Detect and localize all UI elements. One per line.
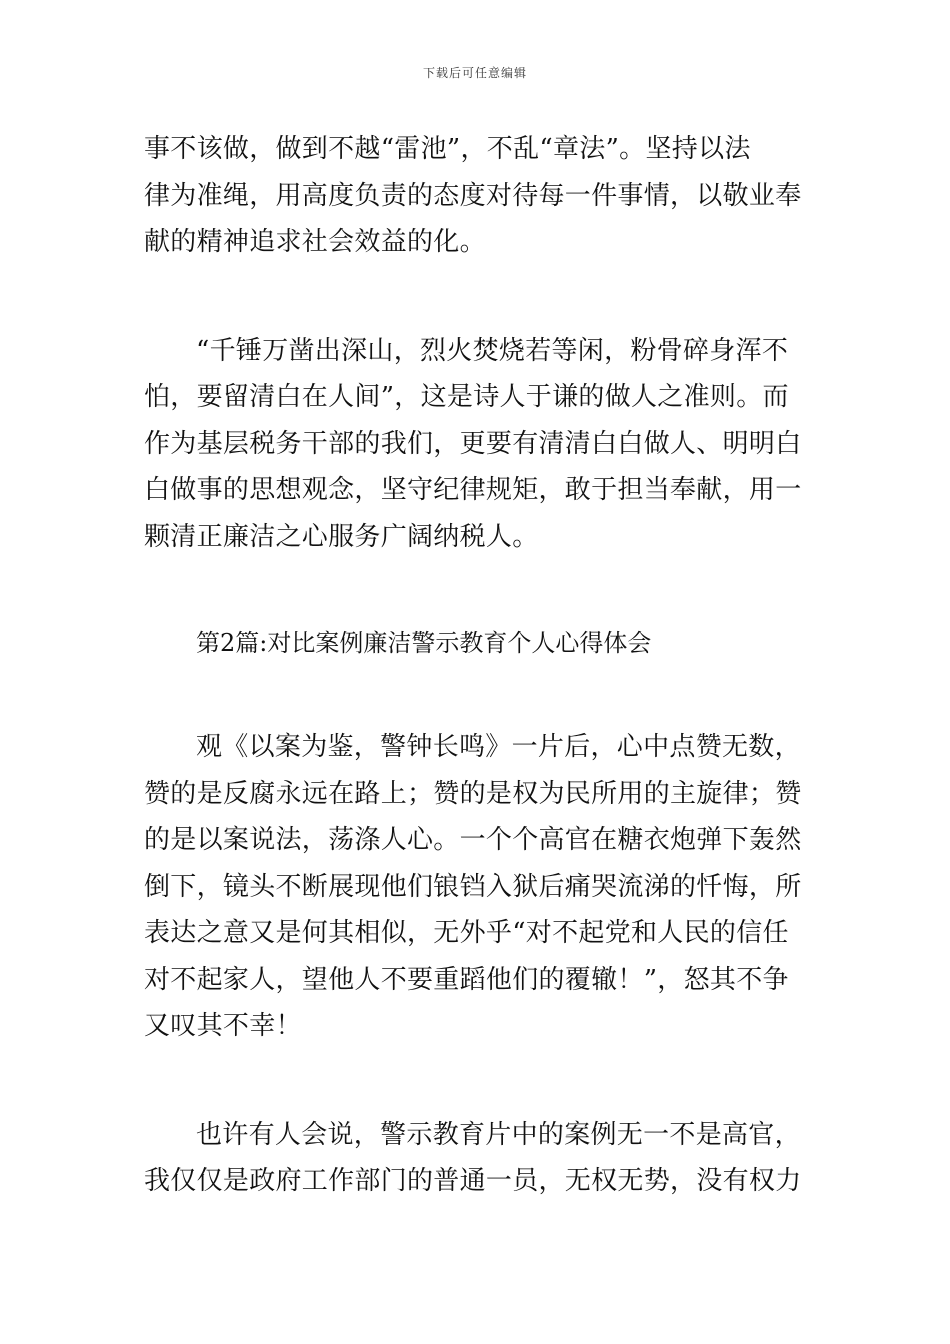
- paragraph-3: [144, 724, 808, 1050]
- paragraph-2: [144, 328, 808, 561]
- text-line: 又叹其不幸！: [144, 1011, 302, 1041]
- text-line: 献的精神追求社会效益的化。: [144, 227, 486, 257]
- document-body: [144, 126, 808, 1205]
- page-header-note: 下载后可任意编辑: [422, 66, 527, 80]
- paragraph-1: [144, 126, 808, 266]
- text-line: 也许有人会说，警示教育片中的案例无一不是高官，: [196, 1119, 801, 1150]
- text-line: 颗清正廉洁之心服务广阔纳税人。: [144, 521, 539, 552]
- text-line: 倒下，镜头不断展现他们锒铛入狱后痛哭流涕的忏悔，所: [144, 871, 802, 902]
- section-heading: 第2篇:对比案例廉洁警示教育个人心得体会: [196, 629, 652, 657]
- text-line: 事不该做，做到不越“雷池”，不乱“章法”。坚持以法: [144, 134, 751, 164]
- text-line: 作为基层税务干部的我们，更要有清清白白做人、明明白: [144, 428, 802, 459]
- text-line: 怕，要留清白在人间”，这是诗人于谦的做人之准则。而: [144, 382, 789, 412]
- text-line: 赞的是反腐永远在路上；赞的是权为民所用的主旋律；赞: [144, 778, 802, 809]
- text-line: 我仅仅是政府工作部门的普通一员，无权无势，没有权力: [144, 1166, 802, 1196]
- text-line: 白做事的思想观念，坚守纪律规矩，敢于担当奉献，用一: [144, 475, 802, 505]
- paragraph-4: [144, 1112, 808, 1205]
- text-line: 表达之意又是何其相似，无外乎“对不起党和人民的信任: [144, 918, 789, 948]
- text-line: 的是以案说法，荡涤人心。一个个高官在糖衣炮弹下轰然: [144, 825, 802, 855]
- text-line: 对不起家人，望他人不要重蹈他们的覆辙！”，怒其不争: [144, 964, 789, 995]
- text-line: “千锤万凿出深山，烈火焚烧若等闲，粉骨碎身浑不: [196, 335, 789, 366]
- text-line: 观《以案为鉴，警钟长鸣》一片后，心中点赞无数，: [196, 732, 801, 762]
- text-line: 律为准绳，用高度负责的态度对待每一件事情，以敬业奉: [144, 180, 802, 211]
